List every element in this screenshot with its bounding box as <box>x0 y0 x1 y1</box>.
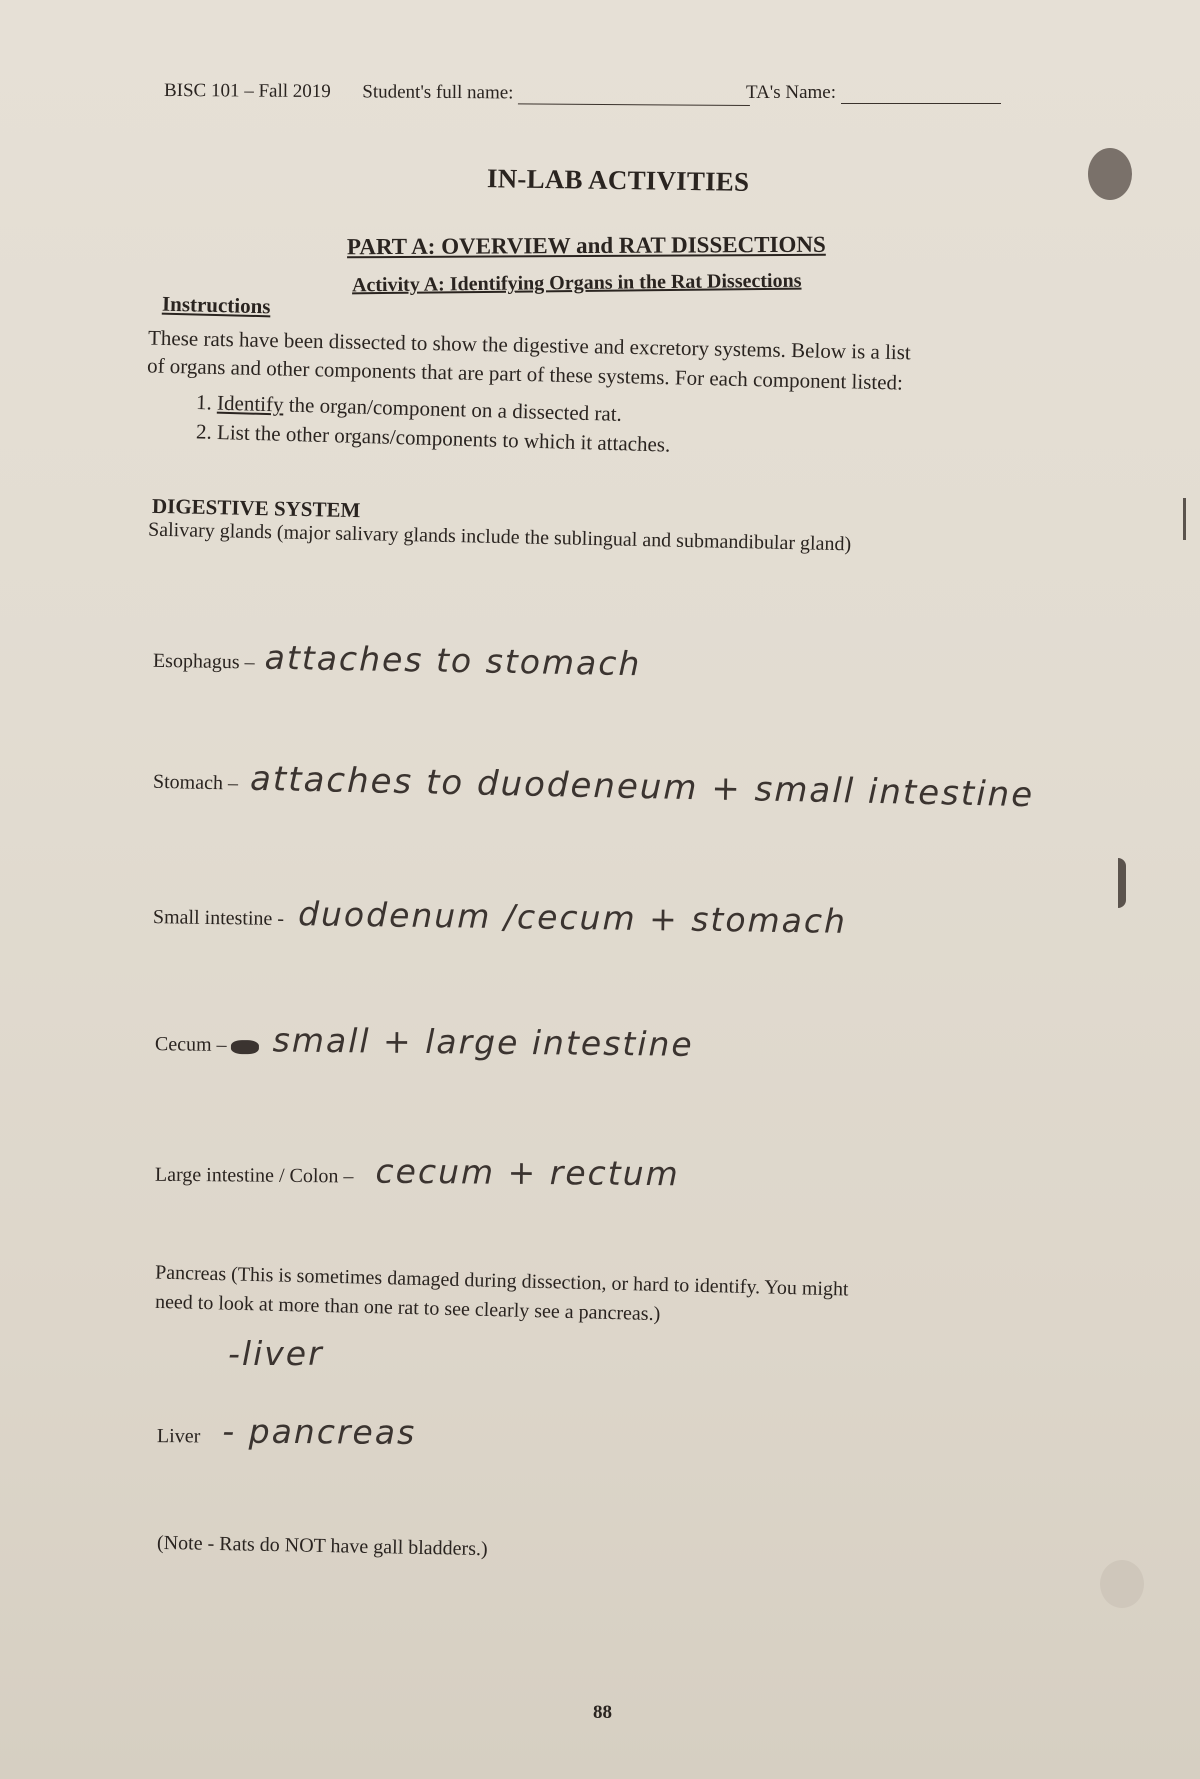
pancreas-line-2: need to look at more than one rat to see clearly see a pancreas.) <box>154 1290 661 1326</box>
esophagus-label: Esophagus – <box>152 649 255 674</box>
page-edge-mark <box>1183 498 1186 540</box>
step-1-keyword: Identify <box>216 390 284 417</box>
part-heading: PART A: OVERVIEW and RAT DISSECTIONS <box>346 231 826 260</box>
large-intestine-label: Large intestine / Colon – <box>154 1163 354 1188</box>
small-intestine-item <box>153 892 847 941</box>
step-1-number: 1. <box>195 390 213 415</box>
activity-heading: Activity A: Identifying Organs in the Rat Dissections <box>351 269 802 297</box>
liver-label: Liver <box>156 1425 201 1448</box>
student-name-label: Student's full name: <box>362 81 514 104</box>
instructions-line-1: These rats have been dissected to show the digestive and excretory systems. Below is a list <box>147 325 911 365</box>
cecum-answer: small + large intestine <box>272 1020 694 1064</box>
pancreas-line-1: Pancreas (This is sometimes damaged during dissection, or hard to identify. You might <box>154 1261 849 1301</box>
stomach-item <box>153 757 1035 815</box>
step-2-text: List the other organs/components to which it attaches. <box>216 419 671 457</box>
student-name-field[interactable] <box>518 103 750 106</box>
stomach-answer: attaches to duodeneum + small intestine <box>249 758 1035 816</box>
instructions-heading: Instructions <box>161 291 271 319</box>
esophagus-item <box>153 636 642 684</box>
ta-header <box>746 82 1001 104</box>
pancreas-answer: -liver <box>228 1334 324 1373</box>
large-intestine-item <box>155 1150 680 1194</box>
small-intestine-answer: duodenum /cecum + stomach <box>297 894 848 941</box>
punch-hole-bottom <box>1100 1560 1144 1608</box>
page-header <box>164 80 750 106</box>
course-label: BISC 101 – Fall 2019 <box>163 79 331 103</box>
scribbled-out-mark <box>231 1040 259 1054</box>
note-text: (Note - Rats do NOT have gall bladders.) <box>156 1531 488 1561</box>
esophagus-answer: attaches to stomach <box>264 637 642 684</box>
ta-name-label: TA's Name: <box>746 82 837 103</box>
cecum-label: Cecum – <box>154 1033 227 1056</box>
salivary-glands-item: Salivary glands (major salivary glands include the sublingual and submandibular gland) <box>147 518 852 556</box>
small-intestine-label: Small intestine - <box>152 906 285 930</box>
stomach-label: Stomach – <box>152 770 239 795</box>
page-number: 88 <box>593 1702 612 1723</box>
page-title: IN-LAB ACTIVITIES <box>486 163 750 197</box>
liver-answer: - pancreas <box>222 1411 417 1452</box>
liver-item <box>157 1411 417 1452</box>
section-heading: DIGESTIVE SYSTEM <box>151 493 361 523</box>
punch-hole-middle <box>1118 858 1126 908</box>
step-2-number: 2. <box>195 419 213 444</box>
instructions-line-2: of organs and other components that are part of these systems. For each component listed: <box>146 353 904 395</box>
cecum-item <box>155 1019 694 1064</box>
step-1-text: the organ/component on a dissected rat. <box>283 392 623 426</box>
punch-hole-top <box>1088 148 1132 200</box>
large-intestine-answer: cecum + rectum <box>375 1151 680 1194</box>
ta-name-field[interactable] <box>841 103 1001 104</box>
